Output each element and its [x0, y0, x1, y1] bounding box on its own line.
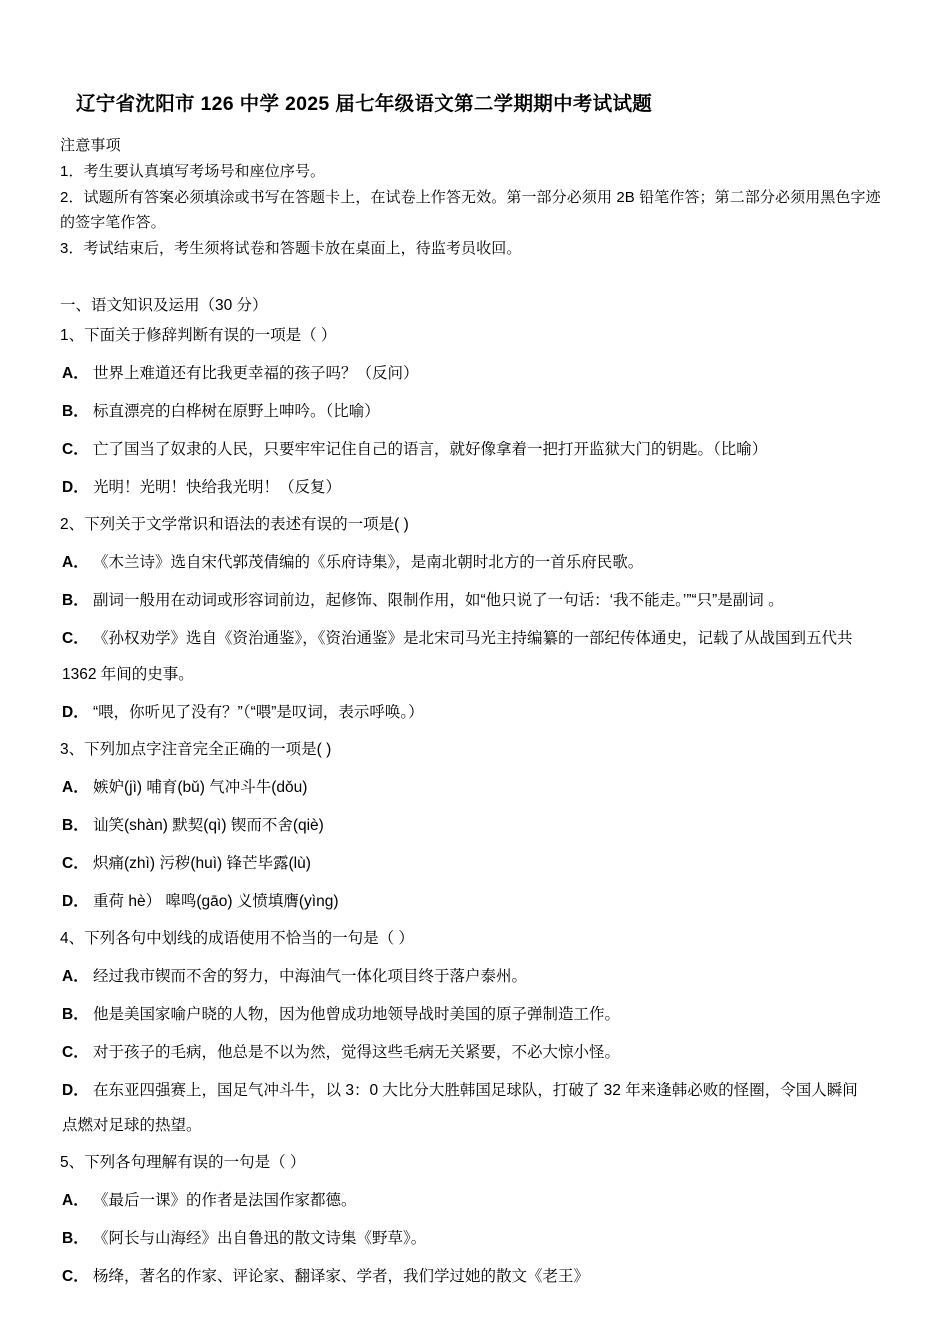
option-label: C．	[62, 441, 89, 459]
option-text: 杨绛，著名的作家、评论家、翻译家、学者，我们学过她的散文《老王》	[93, 1268, 590, 1286]
option-row	[60, 1002, 892, 1027]
option-row	[60, 964, 892, 989]
option-row	[60, 851, 892, 876]
option-row	[60, 626, 892, 686]
section-spacer	[60, 263, 892, 293]
notice-heading: 注意事项	[60, 137, 121, 154]
question-stem-5: 5、下列各句理解有误的一句是（ ）	[60, 1154, 306, 1172]
option-row	[60, 1078, 892, 1138]
option-text: 炽痛(zhì) 污秽(huì) 锋芒毕露(lù)	[93, 854, 311, 872]
option-row	[60, 813, 892, 838]
notice-line-3: 3．考试结束后，考生须将试卷和答题卡放在桌面上，待监考员收回。	[60, 239, 522, 257]
option-label: D．	[62, 1082, 89, 1100]
option-label: B．	[62, 816, 89, 834]
option-label: A．	[62, 364, 89, 382]
option-label: A．	[62, 967, 89, 985]
option-label: C．	[62, 1044, 89, 1062]
option-text: 光明！光明！快给我光明！（反复）	[93, 479, 342, 497]
option-row	[60, 1264, 892, 1289]
option-row	[60, 1188, 892, 1213]
option-text: 《最后一课》的作者是法国作家都德。	[93, 1192, 357, 1210]
option-label: D．	[62, 892, 89, 910]
option-label: B．	[62, 592, 89, 610]
option-text-continued: 1362 年间的史事。	[62, 665, 194, 683]
option-label: D．	[62, 479, 89, 497]
option-text: 《孙权劝学》选自《资治通鉴》，《资治通鉴》是北宋司马光主持编纂的一部纪传体通史，记载了从战国到五代共	[93, 630, 853, 648]
option-label: C．	[62, 854, 89, 872]
option-text: “喂，你听见了没有？”（“喂”是叹词，表示呼唤。）	[93, 703, 424, 721]
notice-line-2: 2．试题所有答案必须填涂或书写在答题卡上，在试卷上作答无效。第一部分必须用 2B 铅笔作答；第二部分必须用黑色字迹的签字笔作答。	[60, 189, 881, 231]
page-title: 辽宁省沈阳市 126 中学 2025 届七年级语文第二学期期中考试试题	[76, 93, 653, 115]
option-label: C．	[62, 630, 89, 648]
option-row	[60, 1226, 892, 1251]
option-row	[60, 550, 892, 575]
option-text: 对于孩子的毛病，他总是不以为然，觉得这些毛病无关紧要，不必大惊小怪。	[93, 1044, 621, 1062]
option-text: 他是美国家喻户晓的人物，因为他曾成功地领导战时美国的原子弹制造工作。	[93, 1005, 621, 1023]
option-text: 《阿长与山海经》出自鲁迅的散文诗集《野草》。	[93, 1230, 427, 1248]
option-text: 标直漂亮的白桦树在原野上呻吟。（比喻）	[93, 403, 380, 421]
option-text: 亡了国当了奴隶的人民，只要牢牢记住自己的语言，就好像拿着一把打开监狱大门的钥匙。（比喻）	[93, 441, 768, 459]
section-heading-1: 一、语文知识及运用（30 分）	[60, 297, 268, 315]
option-label: B．	[62, 1005, 89, 1023]
question-stem-4: 4、下列各句中划线的成语使用不恰当的一句是（ ）	[60, 930, 414, 947]
option-text: 重荷 hè） 嗥鸣(gāo) 义愤填膺(yìng)	[93, 892, 339, 910]
option-row	[60, 889, 892, 914]
option-text: 在东亚四强赛上，国足气冲斗牛，以 3：0 大比分大胜韩国足球队，打破了 32 年来逢韩必败的怪圈，令国人瞬间	[93, 1082, 858, 1100]
option-label: B．	[62, 403, 89, 421]
option-text: 《木兰诗》选自宋代郭茂倩编的《乐府诗集》，是南北朝时北方的一首乐府民歌。	[93, 554, 644, 572]
option-row	[60, 399, 892, 424]
option-row	[60, 437, 892, 462]
option-label: C．	[62, 1268, 89, 1286]
option-row	[60, 588, 892, 613]
option-row	[60, 775, 892, 800]
option-row	[60, 700, 892, 725]
option-row	[60, 475, 892, 500]
option-text-continued: 点燃对足球的热望。	[62, 1117, 202, 1135]
option-label: A．	[62, 778, 89, 796]
option-text: 世界上难道还有比我更幸福的孩子吗？（反问）	[93, 364, 419, 382]
option-text: 经过我市锲而不舍的努力，中海油气一体化项目终于落户泰州。	[93, 967, 528, 985]
question-stem-3: 3、下列加点字注音完全正确的一项是( )	[60, 740, 332, 758]
option-label: B．	[62, 1230, 89, 1248]
option-text: 嫉妒(jì) 哺育(bǔ) 气冲斗牛(dǒu)	[93, 778, 308, 796]
question-stem-2: 2、下列关于文学常识和语法的表述有误的一项是( )	[60, 516, 409, 534]
option-row	[60, 1040, 892, 1065]
option-text: 讪笑(shàn) 默契(qì) 锲而不舍(qiè)	[93, 816, 324, 834]
option-label: A．	[62, 1192, 89, 1210]
option-text: 副词一般用在动词或形容词前边，起修饰、限制作用，如“他只说了一句话：‘我不能走。’”“只”是副词 。	[93, 592, 784, 610]
question-stem-1: 1、下面关于修辞判断有误的一项是（ ）	[60, 327, 337, 345]
option-label: A．	[62, 554, 89, 572]
option-label: D．	[62, 703, 89, 721]
notice-line-1: 1．考生要认真填写考场号和座位序号。	[60, 163, 326, 180]
option-row	[60, 361, 892, 386]
